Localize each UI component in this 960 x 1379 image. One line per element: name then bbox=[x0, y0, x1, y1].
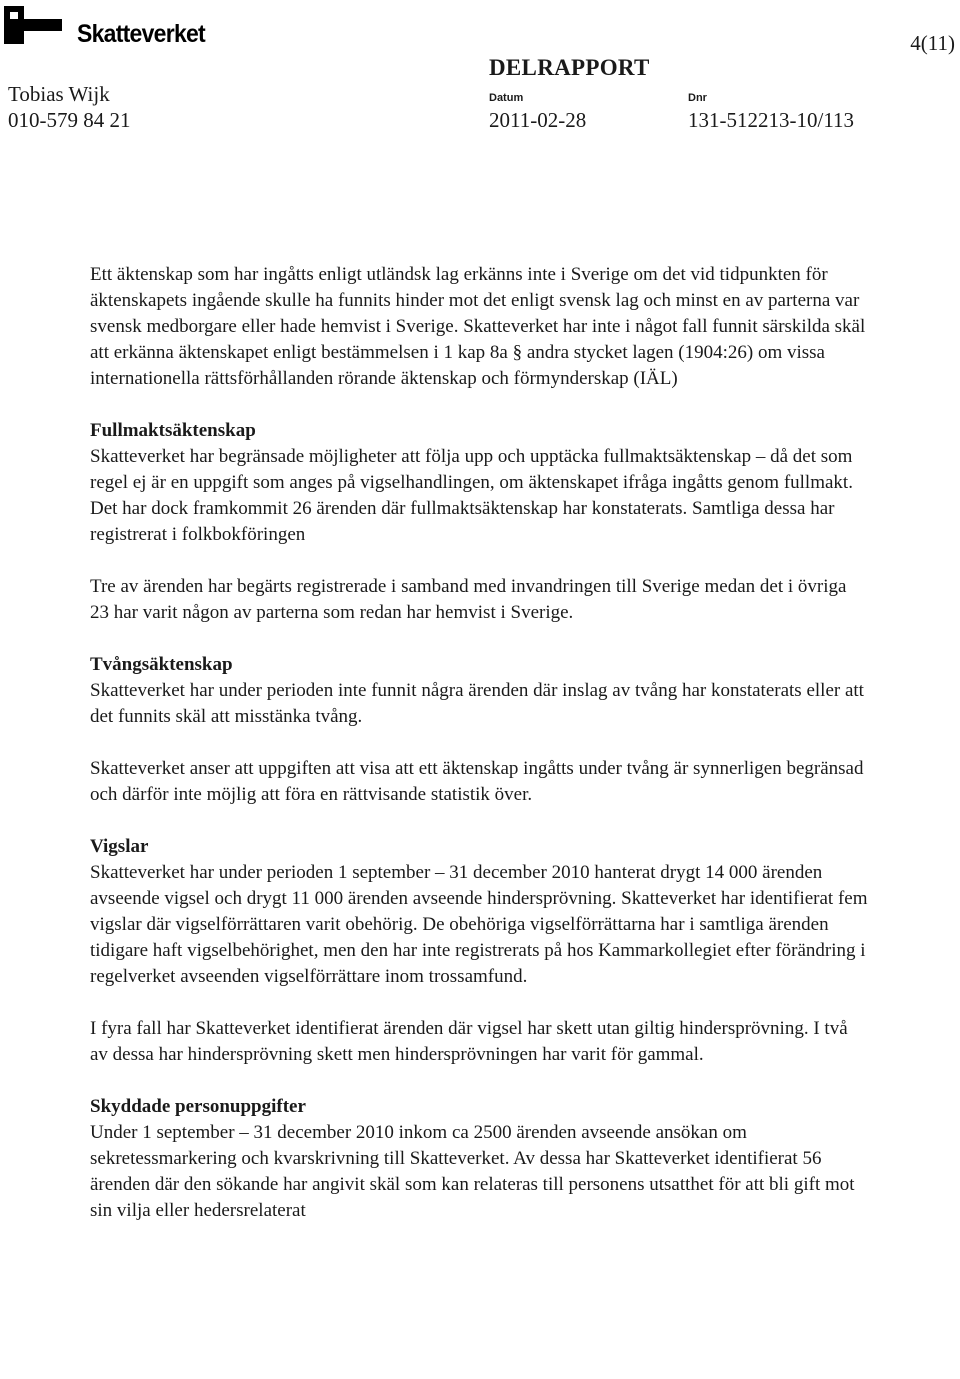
paragraph: Under 1 september – 31 december 2010 inkom ca 2500 ärenden avseende ansökan om sekretessmarkering och kvarskrivning till Skatteverket. Av dessa har Skatteverket identifierat 56 ärenden där den sökande har angivit skäl som kan relateras till personens utsatthet för att bli gift mot sin vilja eller hedersrelaterat bbox=[90, 1122, 855, 1221]
paragraph: Skatteverket har begränsade möjligheter att följa upp och upptäcka fullmaktsäktenskap – då det som regel ej är en uppgift som anges på vigselhandlingen, om äktenskapet ifråga ingåtts genom fullmakt. Det har dock framkommit 26 ärenden där fullmaktsäktenskap har konstaterats. Samtliga dessa har registrerat i folkbokföringen bbox=[90, 446, 853, 545]
intro-text-part-1: Ett äktenskap som har ingåtts enligt utländsk lag erkänns inte i Sverige om det vid tidpunkten för äktenskapets ingående skulle ha funnits hinder mot det enligt svensk lag och minst en av parterna var svensk medborgare eller hade hemvist i Sverige. Skatteverket har inte i något fall funnit särskilda skäl att erkänna äktenskapet enligt bestämmelsen i 1 kap 8a bbox=[90, 264, 866, 363]
paragraph: Skatteverket anser att uppgiften att visa att ett äktenskap ingåtts under tvång är synnerligen begränsad och därför inte möjlig att föra en rättvisande statistik över. bbox=[90, 758, 864, 805]
section-heading-fullmaktsaktenskap: Fullmaktsäktenskap bbox=[90, 420, 256, 441]
paragraph: I fyra fall har Skatteverket identifierat ärenden där vigsel har skett utan giltig hindersprövning. I två av dessa har hindersprövning skett men hindersprövningen har varit för gammal. bbox=[90, 1018, 848, 1065]
section-heading-skyddade-personuppgifter: Skyddade personuppgifter bbox=[90, 1096, 306, 1117]
intro-text-part-2: andra stycket lagen (1904:26) om vissa internationella rättsförhållanden rörande äktenskap och förmynderskap (IÄL) bbox=[90, 342, 825, 389]
document-body bbox=[90, 262, 870, 1224]
dnr-label: Dnr bbox=[688, 92, 707, 104]
author-name: Tobias Wijk bbox=[8, 82, 110, 106]
skatteverket-logo bbox=[0, 6, 225, 50]
date-label: Datum bbox=[489, 92, 524, 104]
dnr-value: 131-512213-10/113 bbox=[688, 108, 855, 132]
author-phone: 010-579 84 21 bbox=[8, 108, 131, 132]
paragraph: Skatteverket har under perioden 1 september – 31 december 2010 hanterat drygt 14 000 ärenden avseende vigsel och drygt 11 000 ärenden avseende hindersprövning. Skatteverket har identifierat fem vigslar där vigselförrättaren varit obehörig. De obehöriga vigselförrättarna har i samtliga ärenden tidigare haft vigselbehörighet, men den har inte registrerats på hos Kammarkollegiet efter förändring i regelverket avseenden vigselförrättare inom trossamfund. bbox=[90, 862, 868, 987]
section-heading-vigslar: Vigslar bbox=[90, 836, 149, 857]
skatteverket-crown-logo-icon bbox=[4, 6, 62, 44]
logo-wordmark: Skatteverket bbox=[77, 20, 205, 48]
page-number: 4(11) bbox=[910, 31, 955, 55]
section-heading-tvangsaktenskap: Tvångsäktenskap bbox=[90, 654, 233, 675]
section-symbol: § bbox=[512, 342, 523, 363]
paragraph: Skatteverket har under perioden inte funnit några ärenden där inslag av tvång har konstaterats eller att det funnits skäl att misstänka tvång. bbox=[90, 680, 864, 727]
intro-paragraph bbox=[90, 262, 870, 392]
date-value: 2011-02-28 bbox=[489, 108, 587, 132]
document-type: DELRAPPORT bbox=[489, 55, 650, 80]
paragraph: Tre av ärenden har begärts registrerade i samband med invandringen till Sverige medan det i övriga 23 har varit någon av parterna som redan har hemvist i Sverige. bbox=[90, 576, 847, 623]
